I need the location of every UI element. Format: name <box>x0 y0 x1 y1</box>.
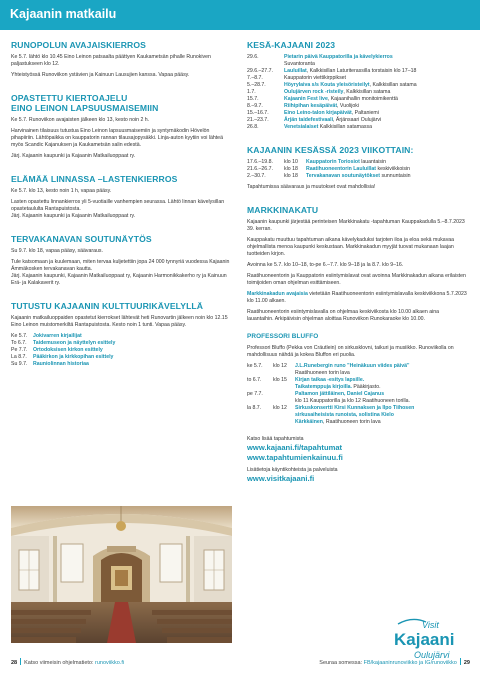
table-row: 21.–23.7. Ärjän taidefestivaali, Ärjänsaari Oulujärvi <box>247 117 382 123</box>
table-row: To 6.7. Taidemuseon ja näyttelyn esittely <box>11 340 116 346</box>
walk-schedule <box>11 333 231 368</box>
footer-divider <box>460 658 461 665</box>
bluffo-schedule <box>247 363 467 426</box>
section-tervakanava <box>11 234 231 287</box>
table-row: to 6.7. klo 15 Kirjan taikaa -esitys lapsille. <box>247 377 365 383</box>
section-title: RUNOPOLUN AVAJAISKIERROS <box>11 40 146 50</box>
paragraph: Ke 5.7. klo 13, kesto noin 1 h, vapaa pääsy. <box>11 188 112 194</box>
paragraph: Raatihuoneentorin esiintymislavalla on ohjelmaa keskiviikosta klo 10.00 alkaen aina lauantaihin. Arkipäivisin ohjelman aloittaa Runoviikon Runokaraoke klo 10.00. <box>247 309 440 322</box>
info-links <box>247 436 467 484</box>
paragraph: Harvinainen tilaisuus tutustua Eino Leinon lapsuusmaisemiin ja syntymäkodin Hövelön pihapiiriin. Lähtöpaikka on kauppatorin rannan tilausajopysäkki. Linja-auton kyytiin voi lähteä myös Scandic Kajanuksen ja Kaukametsän salin edestä. <box>11 128 223 148</box>
page-title: Kajaanin matkailu <box>10 7 117 21</box>
paragraph: Järj. Kajaanin kaupunki ja Kajaanin Matkailuoppaat ry. <box>11 153 136 159</box>
table-row: 5.–28.7. Höyrylaiva s/s Kouta yleisöristeilyt, Kalkkisillan satama <box>247 82 417 88</box>
section-professori-bluffo <box>247 333 467 426</box>
table-row: 8.–9.7. Riihipihan kesäpäivät, Vuolijoki <box>247 103 360 109</box>
section-title: OPASTETTU KIERTOAJELU <box>11 93 128 103</box>
link-tapahtumienkainuu[interactable]: www.tapahtumienkainuu.fi <box>247 453 343 462</box>
paragraph: Lasten opastettu linnankierros yli 5-vuotiaille vanhempien seurassa. Lähtö linnan kävelysillan opastetaululta Rantapuistosta. <box>11 199 225 212</box>
page-number-left: 28 <box>11 660 18 666</box>
table-row: 26.8. Venetsialaiset Kalkkisillan satamassa <box>247 124 372 130</box>
table-row: Suvantoranta <box>284 61 315 67</box>
paragraph: Markkinakadun avajaisia vietetään Raatihuoneentorin esiintymislavalla keskiviikkona 5.7.2023 klo 11.00 alkaen. <box>247 291 467 304</box>
link-visitkajaani[interactable]: www.visitkajaani.fi <box>247 474 315 483</box>
section-title: KAJAANIN KESÄSSÄ 2023 VIIKOTTAIN: <box>247 145 414 155</box>
paragraph: Ke 5.7. Runoviikon avajaisten jälkeen klo 13, kesto noin 2 h. <box>11 117 150 123</box>
paragraph: Kauppakatu muuttuu tapahtuman aikana kävelykaduksi tarjoten iloa ja eloa sekä mukavaa ohjelmallista menoa kaupunki keskustaan. Markkinakadun myyjät tuovat mukanaan laajan tuotteiden kirjon. <box>247 237 455 257</box>
table-row: Ke 5.7. Jokivarren kirjailijat <box>11 333 82 339</box>
section-kulttuurikavely <box>11 301 231 368</box>
footer-text: Seuraa somessa: <box>319 660 364 666</box>
paragraph: Professori Bluffo (Pekka von Cräutlein) on sirkusklovni, taikuri ja musiikko. Runoviikolla on mahdollisuus nähdä ja kokea Bluffon eri puolia. <box>247 345 454 358</box>
table-row: 1.7. Oulujärven rock -risteily, Kalkkisillan satama <box>247 89 391 95</box>
visit-kajaani-logo <box>392 616 474 662</box>
paragraph: Järj. Kajaanin kaupunki ja Kajaanin Matkailuoppaat ry. <box>11 213 136 219</box>
logo-visit: Visit <box>422 620 439 630</box>
paragraph: Yhteistyössä Runoviikon ystävien ja Kainuun Lausujien kanssa. Vapaa pääsy. <box>11 72 190 78</box>
paragraph: Kajaanin matkailuoppaiden opastetut kierrokset lähtevät heti Runovartin jälkeen noin klo 12.15 Eino Leinon muistomerkiltä Rantapuistosta. Kesto noin 1 tunti. Vapaa pääsy. <box>11 315 228 328</box>
table-row: klo 11 Kauppatorilla ja klo 12 Raatihuoneen torilla. <box>295 398 410 404</box>
paragraph: Kajaanin kaupunki järjestää perinteisen Markkinakatu -tapahtuman Kauppakadulla 5.–8.7.2023 39. kerran. <box>247 219 465 232</box>
table-row: sirkusaiheisista runoista, solistina Kielo <box>295 412 394 418</box>
section-markkinakatu <box>247 205 467 323</box>
section-title: MARKKINAKATU <box>247 205 319 215</box>
church-interior-photo <box>11 506 232 643</box>
footer-left <box>11 658 124 666</box>
section-kesa-kajaani <box>247 40 467 131</box>
table-row: Pe 7.7. Ortodoksisen kirkon esittely <box>11 347 103 353</box>
section-elamaa-linnassa <box>11 174 231 220</box>
section-title: TUTUSTU KAJAANIN KULTTUURIKÄVELYLLÄ <box>11 301 204 311</box>
logo-oulujarvi: Oulujärvi <box>414 650 450 660</box>
table-row: 15.7. Kajaanin Fest live, Kajaanihallin monitoimikenttä <box>247 96 398 102</box>
weather-note: Tapahtumissa säävaraus ja muutokset ovat mahdollisia! <box>247 184 376 190</box>
section-title: KESÄ-KAJAANI 2023 <box>247 40 336 50</box>
table-row: 7.–8.7. Kauppatorin viettikirppikset <box>247 75 346 81</box>
paragraph: Ke 5.7. lähtö klo 10.45 Eino Leinon patsaalta päättyen Kaukametsän pihalle Runokiven paljastukseen klo 12. <box>11 54 211 67</box>
church-interior-illustration <box>11 506 232 643</box>
table-row: 29.6. Pietarin päivä Kauppatorilla ja kävelykierros <box>247 54 393 60</box>
paragraph: Su 9.7. klo 18, vapaa pääsy, säävaraus. <box>11 248 103 254</box>
section-title: TERVAKANAVAN SOUTUNÄYTÖS <box>11 234 152 244</box>
footer-link-social[interactable]: FB/kajaaninrunoviikko ja IG/runoviikko <box>363 660 457 666</box>
paragraph: Avoinna ke 5.7. klo 10–18, to-pe 6.–7.7. klo 9–18 ja la 8.7. klo 9–16. <box>247 262 404 268</box>
section-title: ELÄMÄÄ LINNASSA –LASTENKIERROS <box>11 174 178 184</box>
table-row: Su 9.7. Rauniolinnan historiaa <box>11 361 89 367</box>
table-row: 21.6.–26.7. klo 18 Raatihuoneentorin Lauluillat keskiviikkoisin <box>247 166 411 172</box>
weekly-events-table <box>247 159 467 180</box>
page-number-right: 29 <box>463 660 470 666</box>
paragraph: Järj. Kajaanin kaupunki, Kajaanin Matkailuoppaat ry, Kajaanin Harmonikkakerho ry ja Kainuun Erä- ja Kalakaverit ry. <box>11 273 227 286</box>
section-title: EINO LEINON LAPSUUSMAISEMIIN <box>11 103 159 113</box>
section-viikottain <box>247 145 467 191</box>
right-column <box>247 40 467 484</box>
footer-link-runoviikko[interactable]: runoviikko.fi <box>95 660 125 666</box>
table-row: 29.6.–27.7. Lauluillat, Kalkkisillan Laturiterassilla torstaisin klo 17–18 <box>247 68 417 74</box>
visit-kajaani-logo-icon <box>392 616 474 662</box>
table-row: Kärkkäinen, Raatihuoneen torin lava <box>295 419 381 425</box>
table-row: Raatihuoneen torin lava <box>295 370 350 376</box>
section-kiertoajelu <box>11 93 231 160</box>
paragraph: Raatihuoneentorin ja Kauppatorin esiintymislavat ovat avoinna Markkinakadun aikana erilaisten toimijoiden oman ohjelman esittämiseen. <box>247 273 466 286</box>
footer-divider <box>20 658 21 665</box>
table-row: La 8.7. Pääkirkon ja kirkkopihan esittely <box>11 354 114 360</box>
table-row: pe 7.7. Paltamon jättiläinen, Daniel Cajanus <box>247 391 385 397</box>
left-column <box>11 40 231 368</box>
table-row: la 8.7. klo 12 Sirkuskonsertti Kirsi Kunnaksen ja Ilpo Tiihosen <box>247 405 415 411</box>
table-row: Taikatemppuja kirjoilla. Pääkirjasto. <box>295 384 381 390</box>
info-text: Lisätietoja käyntikohteista ja palveluista <box>247 467 338 473</box>
footer-right <box>319 658 470 666</box>
section-runopolku <box>11 40 231 79</box>
section-title: PROFESSORI BLUFFO <box>247 333 319 340</box>
logo-kajaani: Kajaani <box>394 630 455 649</box>
table-row: ke 5.7. klo 12 J.L.Runebergin runo "Heinäkuun viides päivä" <box>247 363 410 369</box>
info-text: Katso lisää tapahtumista <box>247 436 304 442</box>
summer-events-table <box>247 54 467 131</box>
paragraph: Tule katsomaan ja kuulemaan, miten tervaa kuljetettiin jopa 24 000 tynnyriä vuodessa Kajaanin Ämmäkosken tervakanavan kautta. <box>11 259 230 272</box>
table-row: 17.6.–19.8. klo 10 Kauppatorin Toriosiot lauantaisin <box>247 159 387 165</box>
footer-text: Katso viimeisin ohjelmatieto: <box>24 660 96 666</box>
page-header <box>0 0 480 30</box>
table-row: 15.–16.7. Eino Leino-talon kirjapäivät, Paltaniemi <box>247 110 379 116</box>
table-row: 2.–30.7. klo 18 Tervakanavan soutunäytökset sunnuntaisin <box>247 173 411 179</box>
link-kajaani-tapahtumat[interactable]: www.kajaani.fi/tapahtumat <box>247 443 343 452</box>
